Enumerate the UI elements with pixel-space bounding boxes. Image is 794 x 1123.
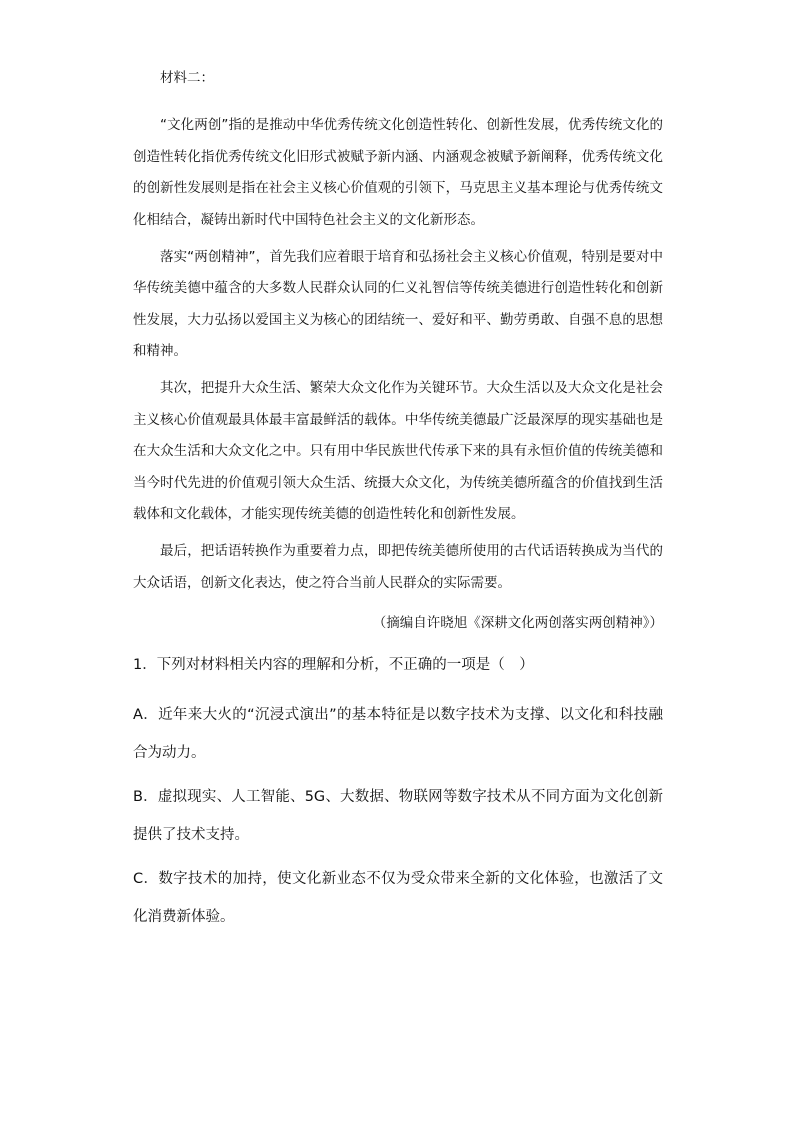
question-stem: 1．下列对材料相关内容的理解和分析，不正确的一项是（ ） xyxy=(133,657,534,673)
material-paragraph: 最后，把话语转换作为重要着力点，即把传统美德所使用的古代话语转换成为当代的大众话语，创新文化表达，使之符合当前人民群众的实际需要。 xyxy=(133,543,663,591)
material-paragraph: “文化两创”指的是推动中华优秀传统文化创造性转化、创新性发展，优秀传统文化的创造性转化指优秀传统文化旧形式被赋予新内涵、内涵观念被赋予新阐释，优秀传统文化的创新性发展则是指在社会主义核心价值观的引领下，马克思主义基本理论与优秀传统文化相结合，凝铸出新时代中国特色社会主义的文化新形态。 xyxy=(133,117,663,228)
material-paragraph: 落实“两创精神”，首先我们应着眼于培育和弘扬社会主义核心价值观，特别是要对中华传统美德中蕴含的大多数人民群众认同的仁义礼智信等传统美德进行创造性转化和创新性发展，大力弘扬以爱国主义为核心的团结统一、爱好和平、勤劳勇敢、自强不息的思想和精神。 xyxy=(133,248,663,359)
document-page xyxy=(133,68,663,943)
material-label: 材料二： xyxy=(160,70,214,86)
option-c: C．数字技术的加持，使文化新业态不仅为受众带来全新的文化体验，也激活了文化消费新体验。 xyxy=(133,871,663,925)
source-citation: （摘编自许晓旭《深耕文化两创落实两创精神》） xyxy=(372,615,663,631)
option-b: B．虚拟现实、人工智能、5G、大数据、物联网等数字技术从不同方面为文化创新提供了技术支持。 xyxy=(133,789,663,843)
material-paragraph: 其次，把提升大众生活、繁荣大众文化作为关键环节。大众生活以及大众文化是社会主义核心价值观最具体最丰富最鲜活的载体。中华传统美德最广泛最深厚的现实基础也是在大众生活和大众文化之中。只有用中华民族世代传承下来的具有永恒价值的传统美德和当今时代先进的价值观引领大众生活、统摄大众文化，为传统美德所蕴含的价值找到生活载体和文化载体，才能实现传统美德的创造性转化和创新性发展。 xyxy=(133,380,663,522)
option-a: A．近年来大火的“沉浸式演出”的基本特征是以数字技术为支撑、以文化和科技融合为动力。 xyxy=(133,707,663,761)
